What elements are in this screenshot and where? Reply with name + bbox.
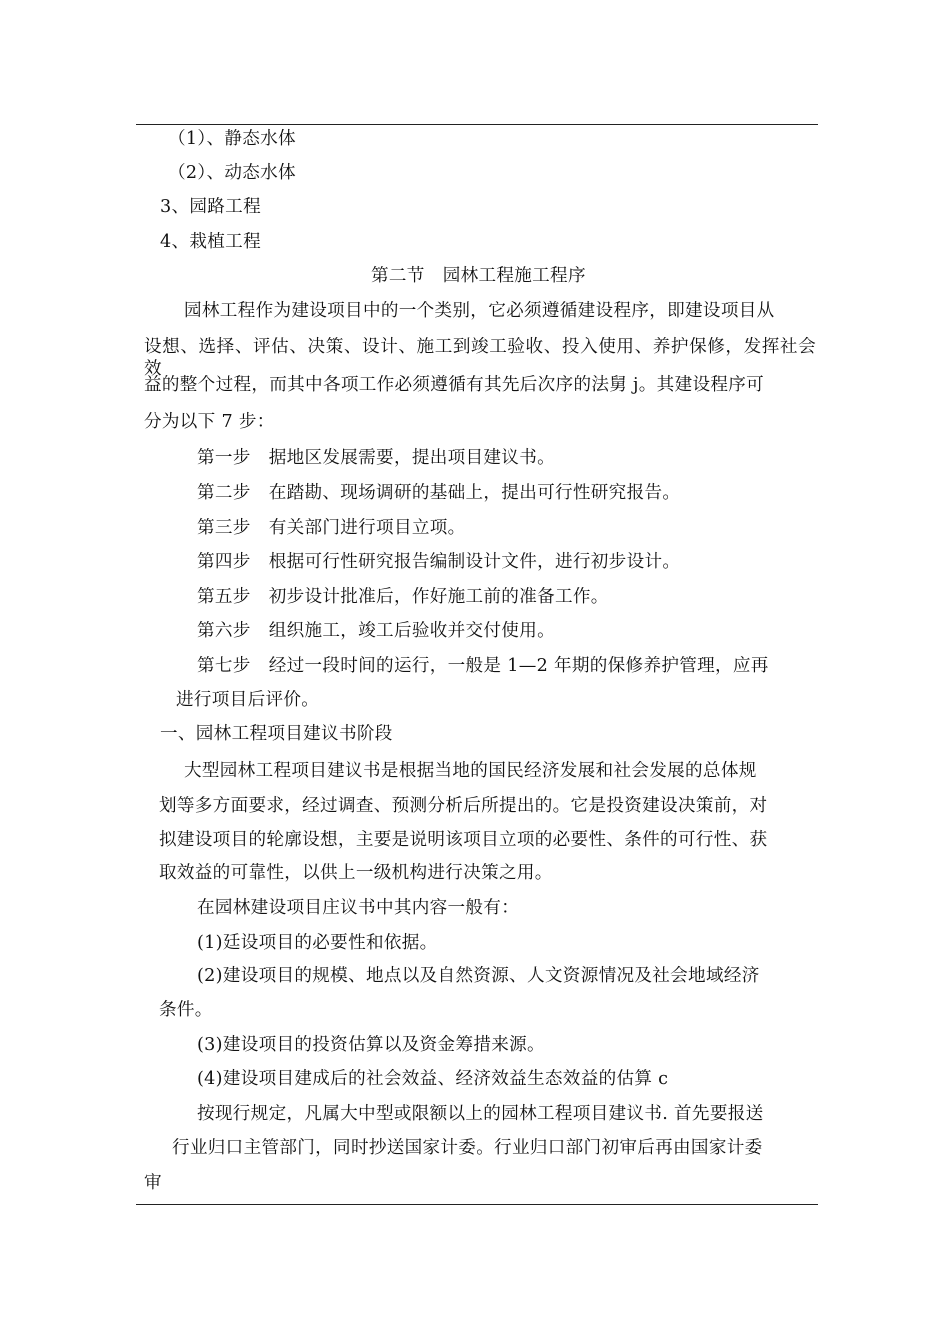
content-item-2: (2)建设项目的规模、地点以及自然资源、人文资源情况及社会地域经济 (197, 966, 760, 986)
step-6 (197, 620, 555, 642)
step-5 (197, 586, 609, 608)
intro-line-4: 分为以下 7 步： (144, 412, 275, 432)
list-item-planting: 4、栽植工程 (160, 232, 261, 252)
content-intro: 在园林建设项目庄议书中其内容一般有： (197, 898, 520, 918)
content-item-4: (4)建设项目建成后的社会效益、经济效益生态效益的估算 c (197, 1069, 669, 1089)
step-label: 第七步 (197, 656, 251, 676)
step-text: 有关部门进行项目立项。 (268, 518, 466, 538)
step-1 (197, 447, 555, 469)
stage-one-para-line-3: 拟建设项目的轮廓设想，主要是说明该项目立项的必要性、条件的可行性、获 (159, 830, 768, 850)
step-text: 根据可行性研究报告编制设计文件，进行初步设计。 (268, 552, 681, 572)
rule-para-line-3: 审 (144, 1173, 162, 1193)
step-text: 初步设计批准后，作好施工前的准备工作。 (268, 587, 609, 607)
stage-one-para-line-1: 大型园林工程项目建议书是根据当地的国民经济发展和社会发展的总体规 (184, 761, 757, 781)
stage-one-heading: 一、园林工程项目建议书阶段 (160, 724, 393, 744)
stage-one-para-line-2: 划等多方面要求，经过调查、预测分析后所提出的。它是投资建设决策前，对 (159, 796, 768, 816)
intro-line-1: 园林工程作为建设项目中的一个类别，它必须遵循建设程序，即建设项目从 (184, 301, 775, 321)
list-item-dynamic-water: （2）、动态水体 (168, 163, 296, 183)
list-item-static-water: （1）、静态水体 (168, 129, 296, 149)
section-heading (371, 265, 586, 287)
intro-line-2: 设想、选择、评估、决策、设计、施工到竣工验收、投入使用、养护保修，发挥社会效 (144, 337, 816, 379)
step-text: 组织施工，竣工后验收并交付使用。 (268, 621, 555, 641)
step-label: 第四步 (197, 552, 251, 572)
intro-line-3: 益的整个过程，而其中各项工作必须遵循有其先后次序的法舅 j。其建设程序可 (144, 375, 765, 395)
step-label: 第二步 (197, 483, 251, 503)
rule-para-line-2: 行业归口主管部门，同时抄送国家计委。行业归口部门初审后再由国家计委 (172, 1138, 763, 1158)
step-7-continuation: 进行项目后评价。 (176, 690, 320, 710)
step-3 (197, 517, 466, 539)
step-text: 据地区发展需要，提出项目建议书。 (268, 448, 555, 468)
content-item-2-continuation: 条件。 (159, 1000, 213, 1020)
rule-para-line-1: 按现行规定，凡属大中型或限额以上的园林工程项目建议书. 首先要报送 (197, 1104, 764, 1124)
content-item-1: (1)廷设项目的必要性和依据。 (197, 933, 438, 953)
header-rule (136, 124, 818, 125)
list-item-garden-road: 3、园路工程 (160, 197, 261, 217)
step-7 (197, 655, 769, 677)
step-4 (197, 551, 680, 573)
step-2 (197, 482, 680, 504)
section-title: 园林工程施工程序 (442, 266, 586, 286)
step-label: 第三步 (197, 518, 251, 538)
stage-one-para-line-4: 取效益的可靠性，以供上一级机构进行决策之用。 (159, 863, 553, 883)
step-text: 在踏勘、现场调研的基础上，提出可行性研究报告。 (268, 483, 681, 503)
step-label: 第一步 (197, 448, 251, 468)
step-text: 经过一段时间的运行，一般是 1—2 年期的保修养护管理，应再 (268, 656, 769, 676)
section-number: 第二节 (371, 266, 425, 286)
footer-rule (136, 1204, 818, 1205)
step-label: 第五步 (197, 587, 251, 607)
content-item-3: (3)建设项目的投资估算以及资金筹措来源。 (197, 1035, 545, 1055)
step-label: 第六步 (197, 621, 251, 641)
